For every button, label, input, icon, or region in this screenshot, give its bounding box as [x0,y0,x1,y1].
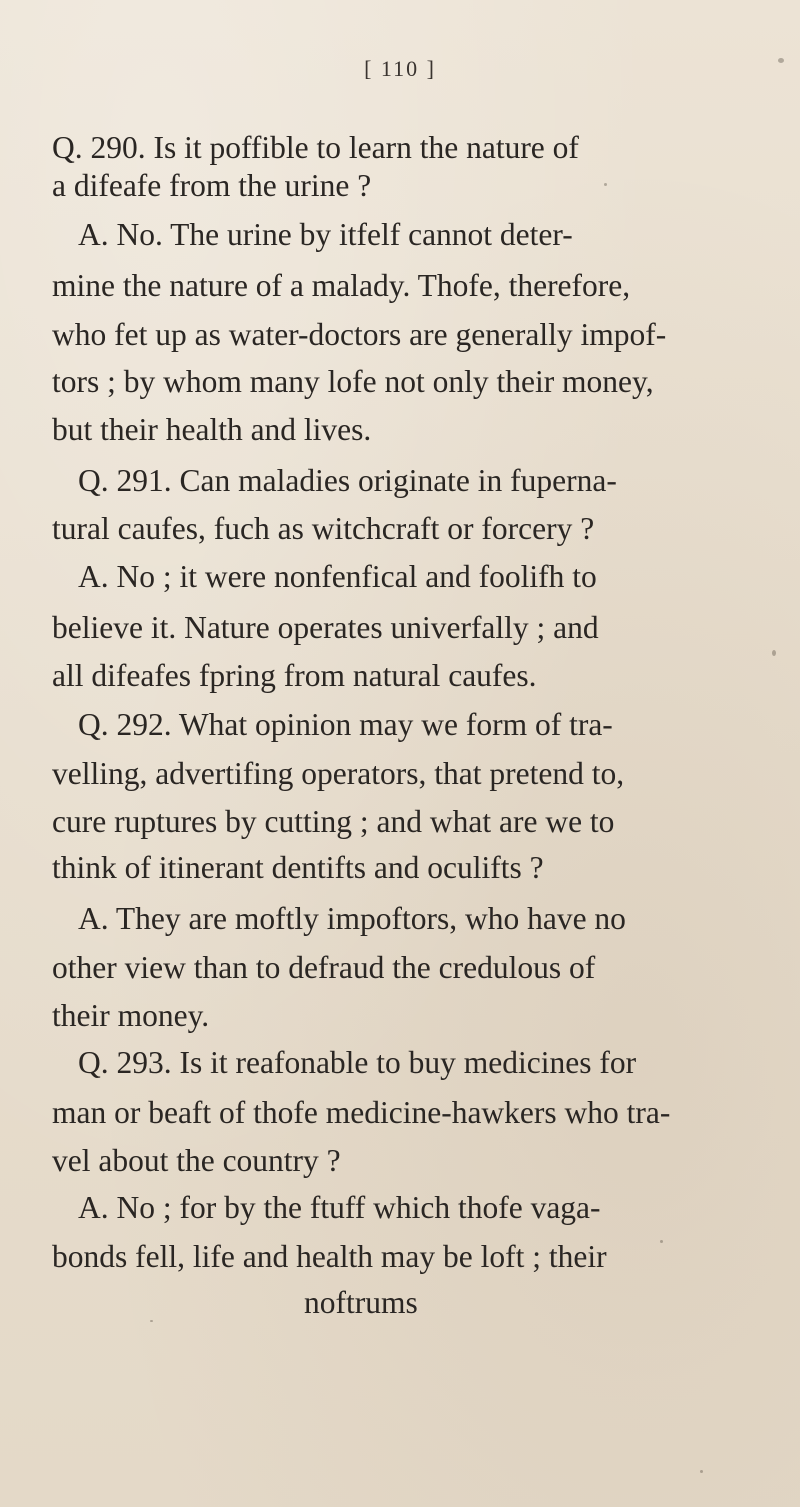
text-line: velling, advertifing operators, that pretend to, [52,756,625,791]
text-line: Q. 293. Is it reafonable to buy medicines for [78,1045,637,1080]
text-line: Q. 292. What opinion may we form of tra- [78,707,613,742]
text-line: noftrums [304,1285,418,1320]
paper-speck [700,1470,703,1473]
paper-speck [772,650,776,656]
text-line: A. They are moftly impoftors, who have no [78,901,626,936]
text-line: believe it. Nature operates univerfally ; and [52,610,599,645]
text-line: bonds fell, life and health may be loft ; their [52,1239,607,1274]
paper-speck [604,183,607,186]
text-line: A. No ; for by the ftuff which thofe vaga- [78,1190,601,1225]
text-line: all difeafes fpring from natural caufes. [52,658,537,693]
text-line: who fet up as water-doctors are generally impof- [52,317,667,352]
paper-speck [660,1240,663,1243]
page-number: [ 110 ] [364,56,436,81]
text-line: think of itinerant dentifts and oculifts ? [52,850,544,885]
text-line: A. No. The urine by itfelf cannot deter- [78,217,573,252]
text-line: mine the nature of a malady. Thofe, therefore, [52,268,631,303]
text-line: but their health and lives. [52,412,372,447]
paper-speck [150,1320,153,1322]
text-line: tural caufes, fuch as witchcraft or forcery ? [52,511,595,546]
text-line: other view than to defraud the credulous of [52,950,596,985]
text-line: tors ; by whom many lofe not only their money, [52,364,654,399]
text-line: Q. 290. Is it poffible to learn the nature of [52,130,579,165]
text-line: man or beaft of thofe medicine-hawkers who tra- [52,1095,671,1130]
text-line: vel about the country ? [52,1143,341,1178]
text-line: their money. [52,998,210,1033]
text-line: A. No ; it were nonfenfical and foolifh to [78,559,597,594]
text-line: a difeafe from the urine ? [52,168,372,203]
text-line: cure ruptures by cutting ; and what are we to [52,804,615,839]
text-line: Q. 291. Can maladies originate in fuperna- [78,463,617,498]
